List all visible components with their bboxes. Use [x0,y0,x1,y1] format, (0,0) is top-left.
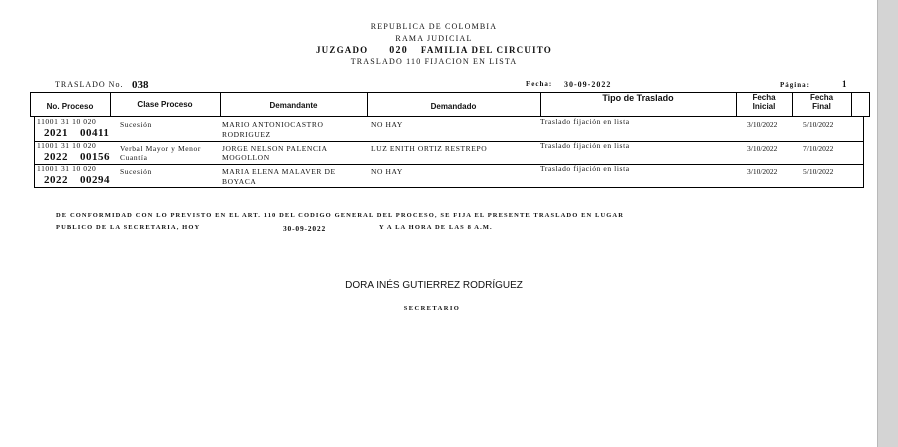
row-demandante-line2: BOYACA [222,177,257,186]
row-clase-line2: Cuantía [120,153,148,162]
header-traslado-title: TRASLADO 110 FIJACION EN LISTA [350,57,518,66]
row-process-year: 2022 [44,151,68,163]
row-fecha-inicial: 3/10/2022 [747,167,778,176]
row-demandante-line2: MOGOLLON [222,153,270,162]
row-demandante-line2: RODRIGUEZ [222,130,271,139]
header-juzgado [0,45,868,56]
signer-name: DORA INÉS GUTIERREZ RODRÍGUEZ [345,280,523,291]
row-tipo: Traslado fijación en lista [540,117,630,126]
header-fecha-final-line1: Fecha [809,93,834,102]
conformidad-line2-end: Y A LA HORA DE LAS 8 A.M. [379,224,493,231]
row-clase-line1: Verbal Mayor y Menor [120,144,201,153]
row-tipo: Traslado fijación en lista [540,141,630,150]
row-fecha-final: 5/10/2022 [803,120,834,129]
row-process-number: 00294 [80,174,110,186]
header-fecha-final [792,93,851,111]
row-process-code: 11001 31 10 020 [37,117,97,126]
header-fecha-inicial-line1: Fecha [752,93,776,102]
juzgado-number: 020 [389,45,408,56]
row-fecha-final: 5/10/2022 [803,167,834,176]
header-clase-proceso: Clase Proceso [137,100,193,109]
row-tipo: Traslado fijación en lista [540,164,630,173]
fecha-value: 30-09-2022 [564,80,612,89]
header-fecha-inicial [736,93,792,111]
juzgado-name: FAMILIA DEL CIRCUITO [420,45,552,55]
row-demandado: NO HAY [371,120,403,129]
header-rama: RAMA JUDICIAL [395,34,473,43]
row-demandado: LUZ ENITH ORTIZ RESTREPO [371,144,488,153]
header-demandado: Demandado [430,102,477,111]
header-no-proceso: No. Proceso [46,102,94,111]
row-process-number: 00411 [80,127,110,139]
row-fecha-inicial: 3/10/2022 [747,120,778,129]
row-demandante-line1: MARIO ANTONIOCASTRO [222,120,324,129]
row-process-number: 00156 [80,151,110,163]
viewer-scroll-area[interactable] [878,0,898,447]
header-fecha-final-line2: Final [812,102,831,111]
header-republic: REPUBLICA DE COLOMBIA [370,22,498,31]
row-demandado: NO HAY [371,167,403,176]
signer-title: SECRETARIO [403,305,461,312]
row-clase: Sucesión [120,120,152,129]
pagina-value: 1 [842,79,847,89]
conformidad-line2-start: PUBLICO DE LA SECRETARIA, HOY [56,224,201,231]
header-demandante: Demandante [269,101,318,110]
traslado-label: TRASLADO No. [55,80,124,89]
traslado-number: 038 [132,79,149,91]
row-fecha-inicial: 3/10/2022 [747,144,778,153]
row-process-year: 2022 [44,174,68,186]
row-process-code: 11001 31 10 020 [37,164,97,173]
fecha-label: Fecha: [526,80,553,88]
conformidad-date: 30-09-2022 [283,224,326,233]
pagina-label: Página: [780,81,810,89]
row-demandante-line1: MARIA ELENA MALAVER DE [222,167,336,176]
conformidad-line1: DE CONFORMIDAD CON LO PREVISTO EN EL ART. 110 DEL CODIGO GENERAL DEL PROCESO, SE FIJA EL PRESENTE TRASLADO EN LUGAR [56,212,624,219]
row-demandante-line1: JORGE NELSON PALENCIA [222,144,328,153]
header-fecha-inicial-line2: Inicial [752,102,776,111]
header-tipo-traslado: Tipo de Traslado [602,93,674,103]
row-process-code: 11001 31 10 020 [37,141,97,150]
row-clase: Sucesión [120,167,152,176]
juzgado-label: JUZGADO [315,45,369,55]
row-process-year: 2021 [44,127,68,139]
row-fecha-final: 7/10/2022 [803,144,834,153]
